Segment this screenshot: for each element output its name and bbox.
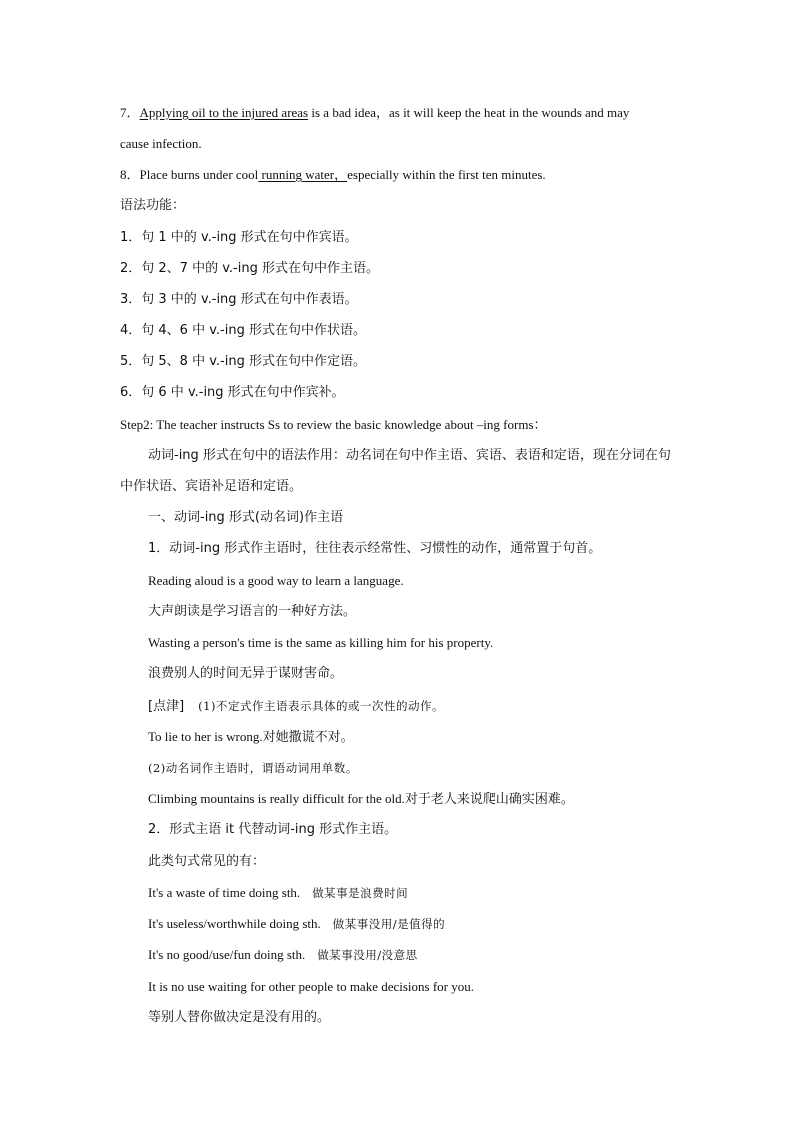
sentence-number: 7．: [120, 105, 140, 120]
pattern-2: [148, 916, 445, 932]
tip-2: (2)动名词作主语时，谓语动词用单数。: [148, 761, 358, 775]
intro-paragraph: 动词-ing 形式在句中的语法作用：动名词在句中作主语、宾语、表语和定语，现在分词在句: [148, 448, 671, 463]
section-heading: 一、动词-ing 形式(动名词)作主语: [148, 510, 344, 525]
grammar-item: 4．句 4、6 中 v.-ing 形式在句中作状语。: [120, 323, 366, 338]
sentence-8: [120, 167, 546, 183]
example-en: Wasting a person's time is the same as killing him for his property.: [148, 635, 494, 650]
tip-text: (1)不定式作主语表示具体的或一次性的动作。: [198, 699, 444, 713]
common-patterns-label: 此类句式常见的有：: [148, 854, 266, 869]
point-1: 1．动词-ing 形式作主语时，往往表示经常性、习惯性的动作，通常置于句首。: [148, 541, 602, 556]
grammar-heading: 语法功能：: [120, 198, 186, 213]
pattern-en: It's no good/use/fun doing sth.: [148, 947, 306, 962]
sentence-7: [120, 105, 629, 121]
grammar-item: 2．句 2、7 中的 v.-ing 形式在句中作主语。: [120, 261, 379, 276]
sentence-number: 8．: [120, 167, 140, 182]
pattern-cn: 做某事没用/是值得的: [332, 917, 446, 931]
pattern-1: [148, 885, 408, 901]
example-cn: 浪费别人的时间无异于谋财害命。: [148, 666, 344, 681]
pattern-en: It's useless/worthwhile doing sth.: [148, 916, 321, 931]
example-en: It is no use waiting for other people to make decisions for you.: [148, 979, 475, 994]
sentence-text: Place burns under cool: [139, 167, 259, 182]
sentence-7-continued: cause infection.: [120, 136, 202, 151]
underlined-phrase: running water，: [258, 167, 348, 182]
grammar-item: 1．句 1 中的 v.-ing 形式在句中作宾语。: [120, 230, 358, 245]
grammar-item: 6．句 6 中 v.-ing 形式在句中作宾补。: [120, 385, 345, 400]
pattern-cn: 做某事是浪费时间: [312, 886, 409, 900]
pattern-en: It's a waste of time doing sth.: [148, 885, 301, 900]
example-cn: 大声朗读是学习语言的一种好方法。: [148, 604, 357, 619]
example-mixed: To lie to her is wrong.对她撒谎不对。: [148, 729, 354, 744]
underlined-phrase: Applying oil to the injured areas: [139, 105, 309, 120]
grammar-item: 3．句 3 中的 v.-ing 形式在句中作表语。: [120, 292, 358, 307]
point-2: 2．形式主语 it 代替动词-ing 形式作主语。: [148, 822, 398, 837]
pattern-cn: 做某事没用/没意思: [317, 948, 418, 962]
sentence-text: especially within the first ten minutes.: [347, 167, 546, 182]
pattern-3: [148, 947, 418, 963]
example-cn: 等别人替你做决定是没有用的。: [148, 1010, 331, 1025]
sentence-text: is a bad idea，as it will keep the heat in the wounds and may: [308, 105, 630, 120]
tip-label: [点津]: [148, 699, 185, 714]
example-mixed: Climbing mountains is really difficult for the old.对于老人来说爬山确实困难。: [148, 791, 574, 806]
tip-1: [148, 698, 444, 715]
step2-title: Step2: The teacher instructs Ss to review the basic knowledge about –ing forms：: [120, 417, 547, 432]
grammar-item: 5．句 5、8 中 v.-ing 形式在句中作定语。: [120, 354, 366, 369]
intro-paragraph-continued: 中作状语、宾语补足语和定语。: [120, 479, 303, 494]
example-en: Reading aloud is a good way to learn a language.: [148, 573, 404, 588]
